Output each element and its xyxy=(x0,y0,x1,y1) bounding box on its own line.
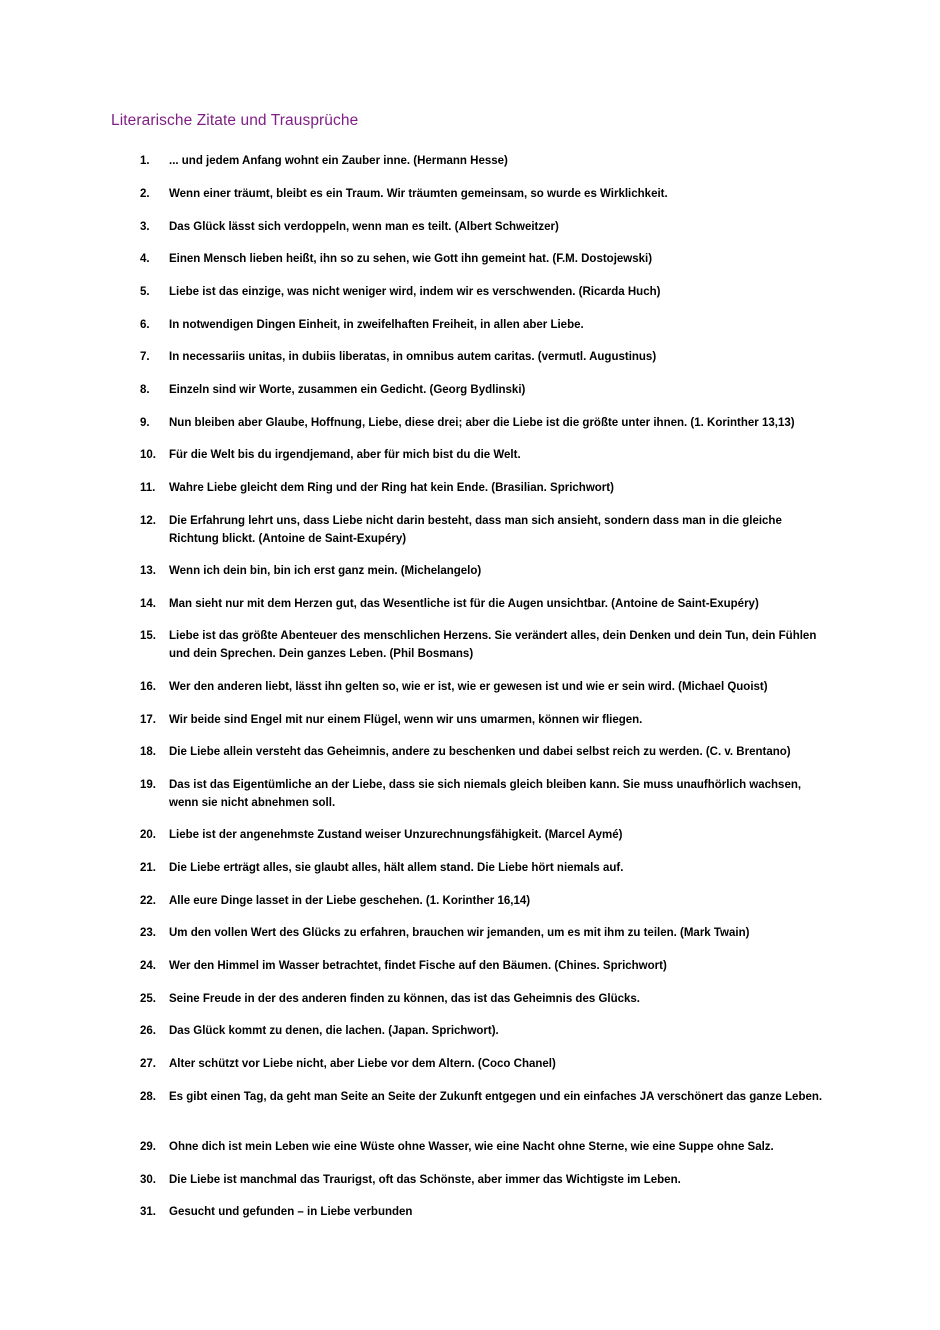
quote-text: Alter schützt vor Liebe nicht, aber Liebe vor dem Altern. (Coco Chanel) xyxy=(169,1058,556,1070)
quote-text: Nun bleiben aber Glaube, Hoffnung, Liebe, diese drei; aber die Liebe ist die größte unter ihnen. (1. Korinther 13,13) xyxy=(169,417,795,429)
quote-number: 24. xyxy=(140,960,156,972)
quote-text: Für die Welt bis du irgendjemand, aber für mich bist du die Welt. xyxy=(169,449,521,461)
quote-number: 30. xyxy=(140,1174,156,1186)
quote-text: Wer den Himmel im Wasser betrachtet, findet Fische auf den Bäumen. (Chines. Sprichwort) xyxy=(169,960,667,972)
quote-number: 18. xyxy=(140,746,156,758)
quote-number: 20. xyxy=(140,829,156,841)
quote-number: 25. xyxy=(140,993,156,1005)
quote-text: Es gibt einen Tag, da geht man Seite an Seite der Zukunft entgegen und ein einfaches JA verschönert das ganze Leben. xyxy=(169,1091,823,1103)
quote-number: 9. xyxy=(140,417,150,429)
quote-text: ... und jedem Anfang wohnt ein Zauber inne. (Hermann Hesse) xyxy=(169,155,508,167)
quote-number: 29. xyxy=(140,1141,156,1153)
quote-number: 28. xyxy=(140,1091,156,1103)
quote-text: Alle eure Dinge lasset in der Liebe geschehen. (1. Korinther 16,14) xyxy=(169,895,531,907)
quote-text: Wir beide sind Engel mit nur einem Flügel, wenn wir uns umarmen, können wir fliegen. xyxy=(169,714,643,726)
quote-text: Die Liebe erträgt alles, sie glaubt alles, hält allem stand. Die Liebe hört niemals auf. xyxy=(169,862,624,874)
quote-text: Das ist das Eigentümliche an der Liebe, dass sie sich niemals gleich bleiben kann. Sie muss unaufhörlich wachsen, wenn sie nicht abnehmen soll. xyxy=(169,779,802,809)
page-title: Literarische Zitate und Trausprüche xyxy=(111,112,359,129)
quote-text: Liebe ist der angenehmste Zustand weiser Unzurechnungsfähigkeit. (Marcel Aymé) xyxy=(169,829,623,841)
quote-text: Wenn einer träumt, bleibt es ein Traum. Wir träumten gemeinsam, so wurde es Wirklichkeit. xyxy=(169,188,668,200)
quote-number: 13. xyxy=(140,565,156,577)
quote-number: 7. xyxy=(140,351,150,363)
quote-number: 1. xyxy=(140,155,150,167)
quote-number: 10. xyxy=(140,449,156,461)
quote-text: Einen Mensch lieben heißt, ihn so zu sehen, wie Gott ihn gemeint hat. (F.M. Dostojewski) xyxy=(169,253,653,265)
quote-text: Man sieht nur mit dem Herzen gut, das Wesentliche ist für die Augen unsichtbar. (Antoine de Saint-Exupéry) xyxy=(169,598,759,610)
quote-text: Liebe ist das größte Abenteuer des menschlichen Herzens. Sie verändert alles, dein Denken und dein Tun, dein Fühlen und dein Sprechen. Dein ganzes Leben. (Phil Bosmans) xyxy=(169,630,817,660)
quote-text: Die Liebe ist manchmal das Traurigst, oft das Schönste, aber immer das Wichtigste im Leben. xyxy=(169,1174,681,1186)
quote-text: Um den vollen Wert des Glücks zu erfahren, brauchen wir jemanden, um es mit ihm zu teilen. (Mark Twain) xyxy=(169,927,750,939)
quote-text: Die Liebe allein versteht das Geheimnis, andere zu beschenken und dabei selbst reich zu werden. (C. v. Brentano) xyxy=(169,746,791,758)
quote-number: 15. xyxy=(140,630,156,642)
quote-text: Wer den anderen liebt, lässt ihn gelten so, wie er ist, wie er gewesen ist und wie er sein wird. (Michael Quoist) xyxy=(169,681,768,693)
quote-number: 3. xyxy=(140,221,150,233)
quote-number: 8. xyxy=(140,384,150,396)
quote-text: In necessariis unitas, in dubiis liberatas, in omnibus autem caritas. (vermutl. Augustinus) xyxy=(169,351,657,363)
quote-number: 21. xyxy=(140,862,156,874)
quote-number: 17. xyxy=(140,714,156,726)
quote-text: Ohne dich ist mein Leben wie eine Wüste ohne Wasser, wie eine Nacht ohne Sterne, wie eine Suppe ohne Salz. xyxy=(169,1141,774,1153)
quote-text: Liebe ist das einzige, was nicht weniger wird, indem wir es verschwenden. (Ricarda Huch) xyxy=(169,286,661,298)
quote-number: 12. xyxy=(140,515,156,527)
quote-number: 26. xyxy=(140,1025,156,1037)
quote-number: 27. xyxy=(140,1058,156,1070)
quote-number: 22. xyxy=(140,895,156,907)
quote-number: 4. xyxy=(140,253,150,265)
quote-text: Gesucht und gefunden – in Liebe verbunden xyxy=(169,1206,413,1218)
quote-number: 14. xyxy=(140,598,156,610)
quote-text: In notwendigen Dingen Einheit, in zweifelhaften Freiheit, in allen aber Liebe. xyxy=(169,319,584,331)
quote-text: Die Erfahrung lehrt uns, dass Liebe nicht darin besteht, dass man sich ansieht, sondern dass man in die gleiche Richtung blickt. (Antoine de Saint-Exupéry) xyxy=(169,515,782,545)
quote-text: Wenn ich dein bin, bin ich erst ganz mein. (Michelangelo) xyxy=(169,565,482,577)
quote-number: 2. xyxy=(140,188,150,200)
quote-number: 23. xyxy=(140,927,156,939)
quote-text: Seine Freude in der des anderen finden zu können, das ist das Geheimnis des Glücks. xyxy=(169,993,640,1005)
quote-number: 31. xyxy=(140,1206,156,1218)
quote-number: 16. xyxy=(140,681,156,693)
quote-number: 6. xyxy=(140,319,150,331)
quote-number: 11. xyxy=(140,482,156,494)
quote-number: 5. xyxy=(140,286,150,298)
quote-text: Einzeln sind wir Worte, zusammen ein Gedicht. (Georg Bydlinski) xyxy=(169,384,526,396)
quote-number: 19. xyxy=(140,779,156,791)
quote-text: Das Glück kommt zu denen, die lachen. (Japan. Sprichwort). xyxy=(169,1025,499,1037)
quote-text: Das Glück lässt sich verdoppeln, wenn man es teilt. (Albert Schweitzer) xyxy=(169,221,559,233)
quote-text: Wahre Liebe gleicht dem Ring und der Ring hat kein Ende. (Brasilian. Sprichwort) xyxy=(169,482,614,494)
